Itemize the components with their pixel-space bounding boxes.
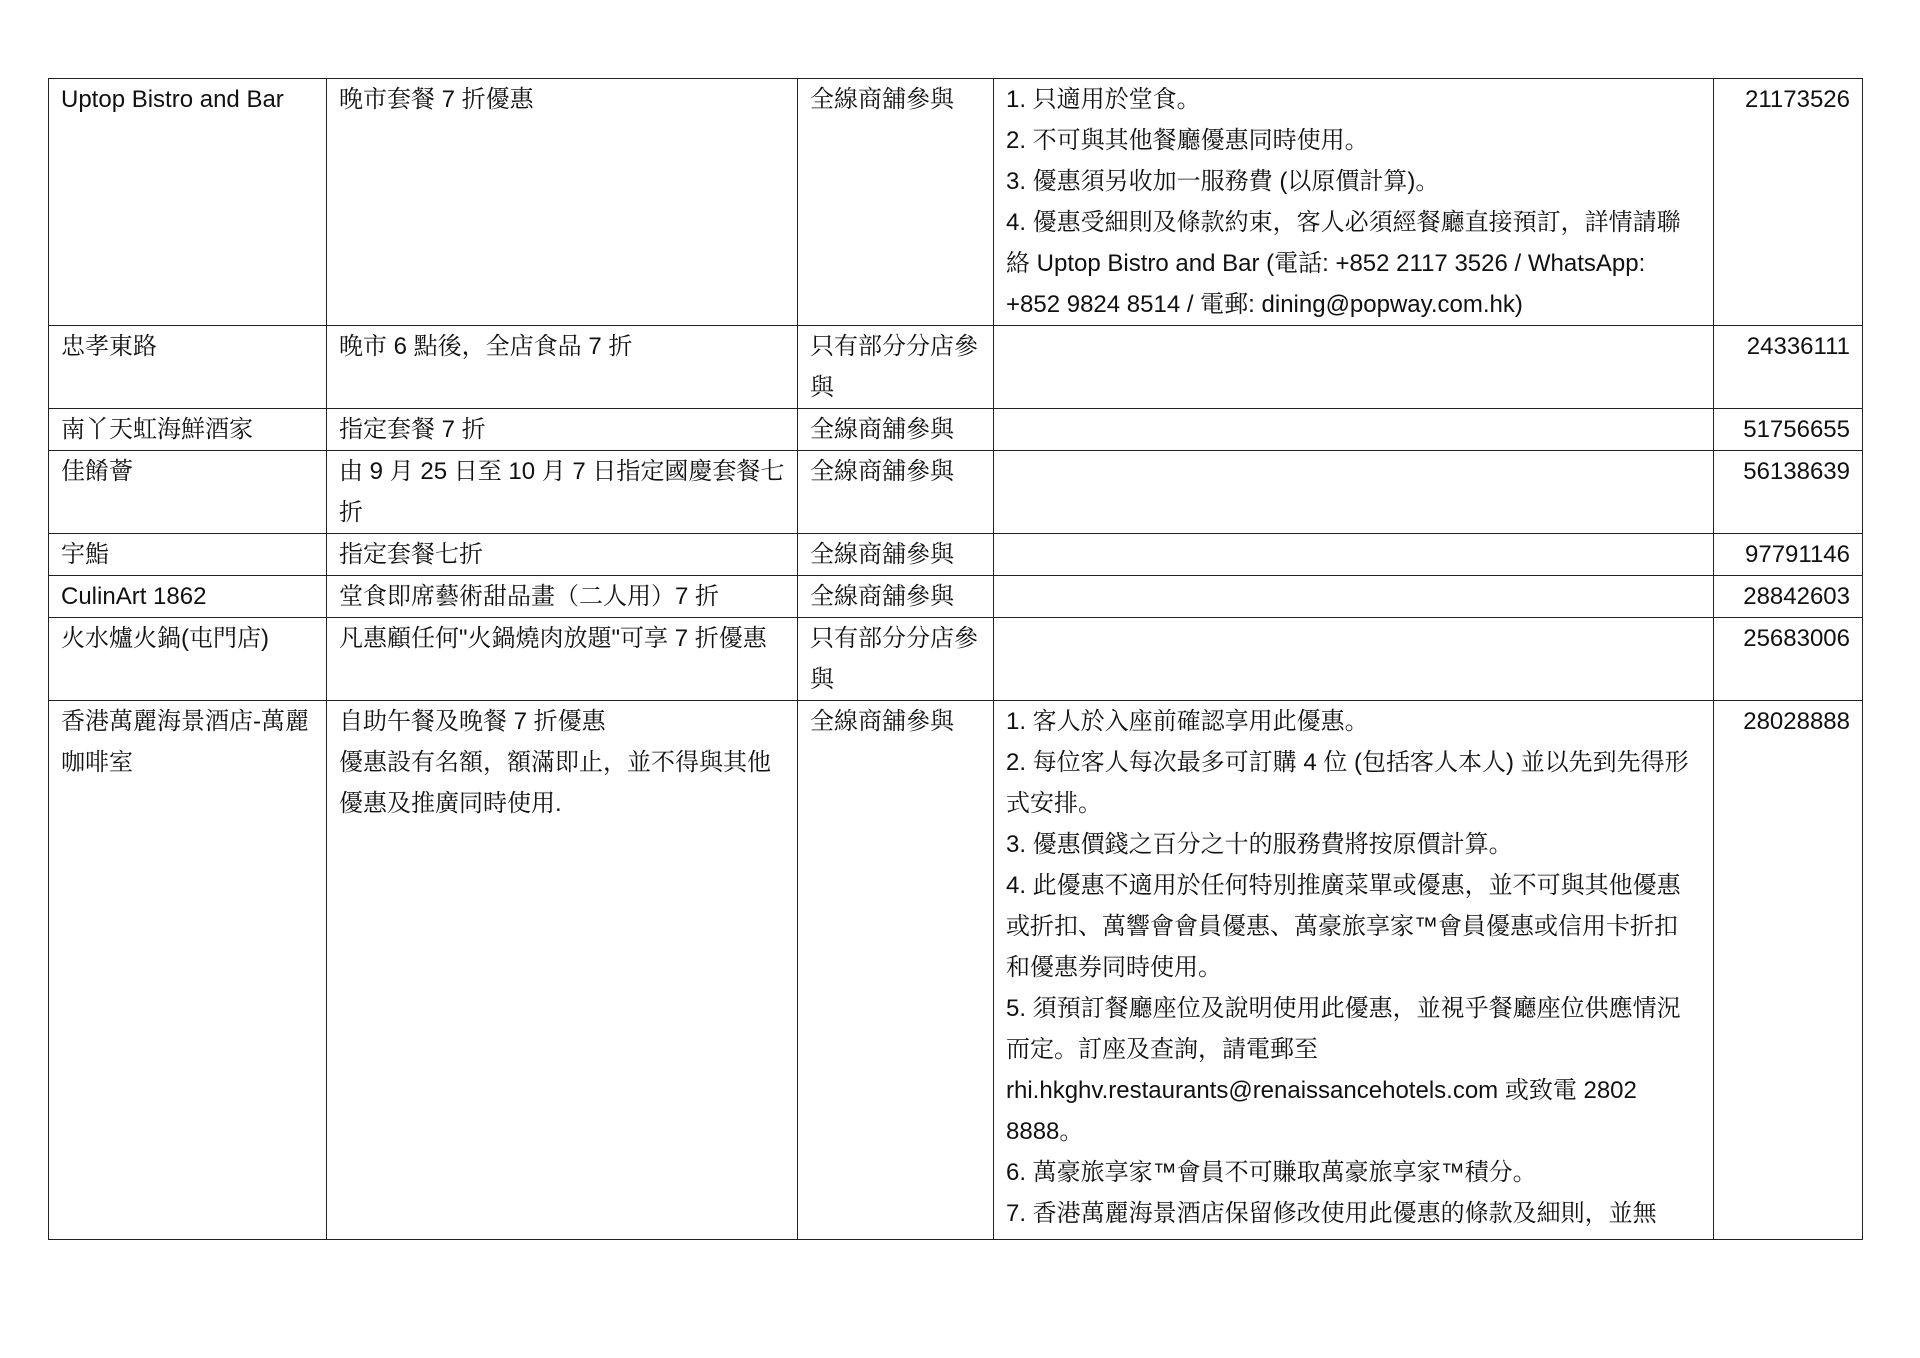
- term-item: 4. 優惠受細則及條款約束，客人必須經餐廳直接預訂，詳情請聯絡 Uptop Bistro and Bar (電話: +852 2117 3526 / WhatsApp: +852 9824 8514 / 電郵: dining@popway.com.hk): [1006, 209, 1681, 318]
- phone-number: 28842603: [1714, 576, 1863, 618]
- document-page: [48, 78, 1862, 1240]
- participation-scope: 全線商舖參與: [798, 79, 994, 326]
- merchant-name: 火水爐火鍋(屯門店): [49, 618, 327, 701]
- table-row: [49, 618, 1863, 701]
- merchant-name: 佳餚薈: [49, 451, 327, 534]
- offer-cell: [327, 618, 798, 701]
- term-item: 3. 優惠須另收加一服務費 (以原價計算)。: [1006, 168, 1440, 195]
- offer-text: 優惠設有名額，額滿即止，並不得與其他優惠及推廣同時使用.: [339, 749, 771, 817]
- phone-number: 24336111: [1714, 326, 1863, 409]
- participation-scope: 只有部分分店參與: [798, 618, 994, 701]
- table-row: [49, 701, 1863, 1240]
- terms-cell: [994, 451, 1714, 534]
- terms-cell: [994, 701, 1714, 1240]
- term-item: 4. 此優惠不適用於任何特別推廣菜單或優惠，並不可與其他優惠或折扣、萬響會會員優惠、萬豪旅享家™會員優惠或信用卡折扣和優惠券同時使用。: [1006, 872, 1681, 981]
- offer-text: 凡惠顧任何"火鍋燒肉放題"可享 7 折優惠: [339, 625, 767, 652]
- offer-text: 晚市套餐 7 折優惠: [339, 86, 534, 113]
- table-row: [49, 409, 1863, 451]
- term-item: 1. 只適用於堂食。: [1006, 86, 1201, 113]
- table-row: [49, 534, 1863, 576]
- term-item: 2. 不可與其他餐廳優惠同時使用。: [1006, 127, 1369, 154]
- terms-cell: [994, 576, 1714, 618]
- merchant-name: 香港萬麗海景酒店-萬麗咖啡室: [49, 701, 327, 1240]
- merchant-name: 忠孝東路: [49, 326, 327, 409]
- offer-text: 自助午餐及晚餐 7 折優惠: [339, 708, 606, 735]
- term-item: 6. 萬豪旅享家™會員不可賺取萬豪旅享家™積分。: [1006, 1159, 1537, 1186]
- offer-text: 由 9 月 25 日至 10 月 7 日指定國慶套餐七折: [339, 458, 785, 526]
- offers-table: [48, 78, 1863, 1240]
- offer-cell: [327, 701, 798, 1240]
- table-row: [49, 451, 1863, 534]
- term-item: 7. 香港萬麗海景酒店保留修改使用此優惠的條款及細則，並無: [1006, 1200, 1657, 1227]
- participation-scope: 全線商舖參與: [798, 451, 994, 534]
- terms-cell: [994, 326, 1714, 409]
- phone-number: 97791146: [1714, 534, 1863, 576]
- term-item: 3. 優惠價錢之百分之十的服務費將按原價計算。: [1006, 831, 1513, 858]
- merchant-name: CulinArt 1862: [49, 576, 327, 618]
- offer-cell: [327, 79, 798, 326]
- offer-text: 堂食即席藝術甜品畫（二人用）7 折: [339, 583, 720, 610]
- phone-number: 51756655: [1714, 409, 1863, 451]
- phone-number: 25683006: [1714, 618, 1863, 701]
- merchant-name: 宇鮨: [49, 534, 327, 576]
- table-row: [49, 326, 1863, 409]
- offer-cell: [327, 451, 798, 534]
- offer-text: 晚市 6 點後，全店食品 7 折: [339, 333, 633, 360]
- participation-scope: 全線商舖參與: [798, 701, 994, 1240]
- terms-cell: [994, 409, 1714, 451]
- phone-number: 56138639: [1714, 451, 1863, 534]
- offer-text: 指定套餐七折: [339, 541, 483, 568]
- participation-scope: 只有部分分店參與: [798, 326, 994, 409]
- offer-cell: [327, 576, 798, 618]
- table-row: [49, 79, 1863, 326]
- term-item: 5. 須預訂餐廳座位及說明使用此優惠，並視乎餐廳座位供應情況而定。訂座及查詢，請電郵至 rhi.hkghv.restaurants@renaissancehotels.com 或致電 2802 8888。: [1006, 995, 1681, 1145]
- merchant-name: 南丫天虹海鮮酒家: [49, 409, 327, 451]
- term-item: 1. 客人於入座前確認享用此優惠。: [1006, 708, 1369, 735]
- offer-cell: [327, 326, 798, 409]
- terms-cell: [994, 618, 1714, 701]
- term-item: 2. 每位客人每次最多可訂購 4 位 (包括客人本人) 並以先到先得形式安排。: [1006, 749, 1689, 817]
- offer-text: 指定套餐 7 折: [339, 416, 486, 443]
- participation-scope: 全線商舖參與: [798, 534, 994, 576]
- terms-cell: [994, 534, 1714, 576]
- offer-cell: [327, 534, 798, 576]
- offer-cell: [327, 409, 798, 451]
- participation-scope: 全線商舖參與: [798, 576, 994, 618]
- merchant-name: Uptop Bistro and Bar: [49, 79, 327, 326]
- table-row: [49, 576, 1863, 618]
- phone-number: 28028888: [1714, 701, 1863, 1240]
- participation-scope: 全線商舖參與: [798, 409, 994, 451]
- terms-cell: [994, 79, 1714, 326]
- phone-number: 21173526: [1714, 79, 1863, 326]
